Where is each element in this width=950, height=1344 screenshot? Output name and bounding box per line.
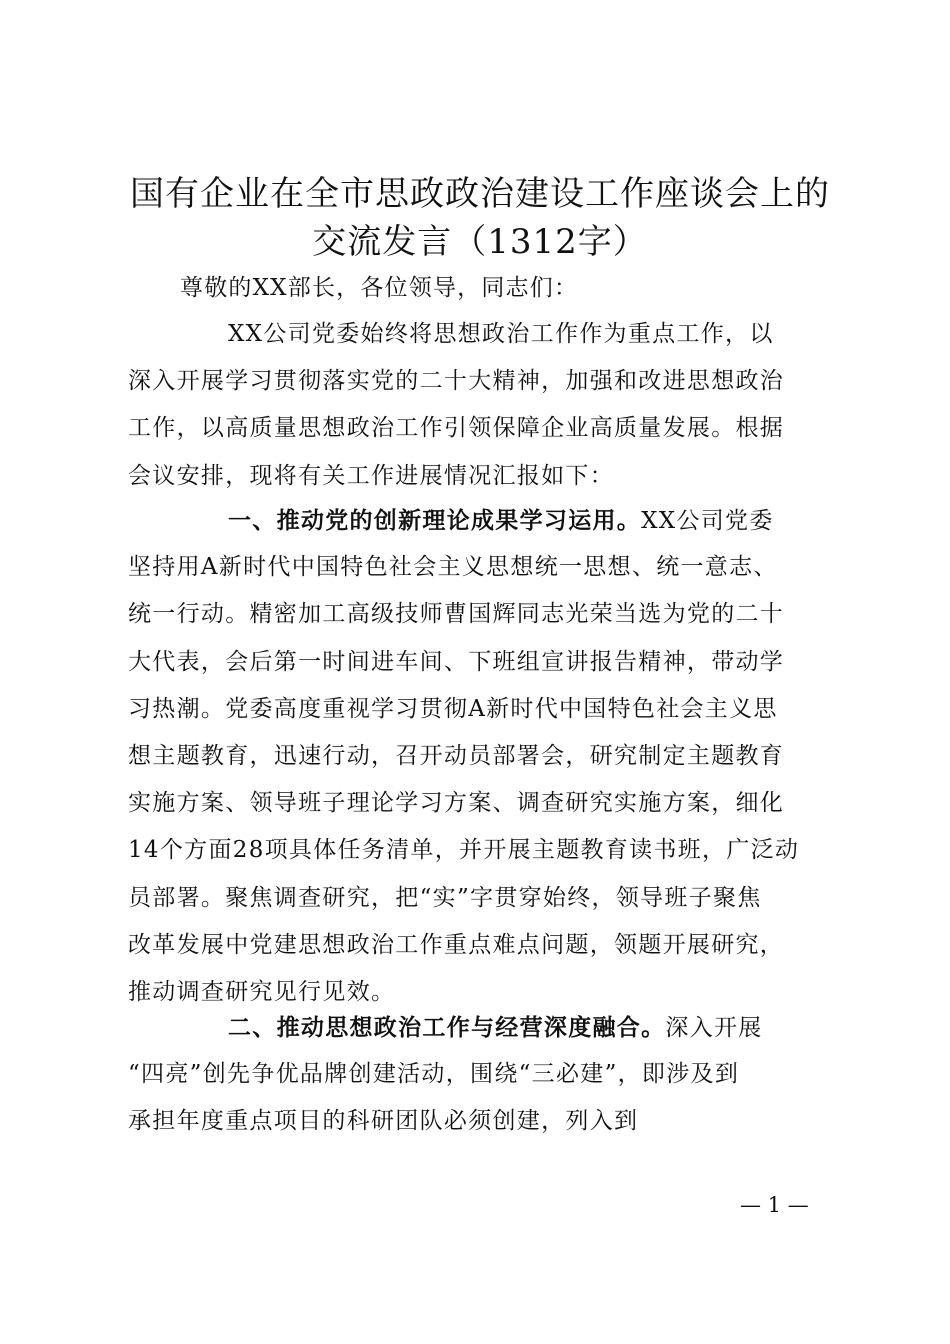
paragraph-line: 会议安排，现将有关工作进展情况汇报如下：	[128, 462, 614, 489]
section-1-first-line-text: XX公司党委	[641, 508, 774, 534]
document-title-line-2: 交流发言（1312字）	[312, 222, 648, 262]
document-title-line-1: 国有企业在全市思政政治建设工作座谈会上的	[130, 174, 830, 214]
paragraph-line: 深入开展学习贯彻落实党的二十大精神，加强和改进思想政治	[128, 368, 785, 395]
paragraph-line: 承担年度重点项目的科研团队必须创建，列入到	[128, 1108, 639, 1135]
paragraph-line: 员部署。聚焦调查研究，把“实”字贯穿始终，领导班子聚焦	[128, 884, 762, 911]
paragraph-line: 工作，以高质量思想政治工作引领保障企业高质量发展。根据	[128, 415, 785, 442]
paragraph-line: 坚持用A新时代中国特色社会主义思想统一思想、统一意志、	[128, 554, 778, 581]
section-2-first-line-text: 深入开展	[665, 1015, 763, 1041]
paragraph-line: 大代表，会后第一时间进车间、下班组宣讲报告精神，带动学	[128, 648, 785, 675]
section-2-heading: 二、推动思想政治工作与经营深度融合。	[228, 1014, 666, 1041]
paragraph-line: 改革发展中党建思想政治工作重点难点问题，领题开展研究，	[128, 931, 785, 958]
paragraph-line: 14个方面28项具体任务清单，并开展主题教育读书班，广泛动	[128, 837, 800, 864]
section-2-paragraph	[128, 1004, 828, 1146]
paragraph-line: 想主题教育，迅速行动，召开动员部署会，研究制定主题教育	[128, 742, 785, 769]
page-number: — 1 —	[740, 1193, 809, 1217]
paragraph-line: “四亮”创先争优品牌创建活动，围绕“三必建”，即涉及到	[128, 1061, 740, 1088]
paragraph-line: 统一行动。精密加工高级技师曹国辉同志光荣当选为党的二十	[128, 601, 785, 628]
section-2-first-line	[128, 1004, 828, 1051]
paragraph-line: 实施方案、领导班子理论学习方案、调查研究实施方案，细化	[128, 790, 785, 817]
section-1-heading: 一、推动党的创新理论成果学习运用。	[228, 507, 642, 534]
paragraph-line: 推动调查研究见行见效。	[128, 978, 396, 1005]
paragraph-line: XX公司党委始终将思想政治工作作为重点工作，以	[228, 321, 774, 347]
salutation: 尊敬的XX部长，各位领导，同志们：	[180, 275, 579, 301]
section-1-first-line	[128, 497, 828, 544]
intro-paragraph	[128, 311, 828, 500]
section-1-paragraph	[128, 497, 828, 1016]
paragraph-line: 习热潮。党委高度重视学习贯彻A新时代中国特色社会主义思	[128, 695, 778, 722]
